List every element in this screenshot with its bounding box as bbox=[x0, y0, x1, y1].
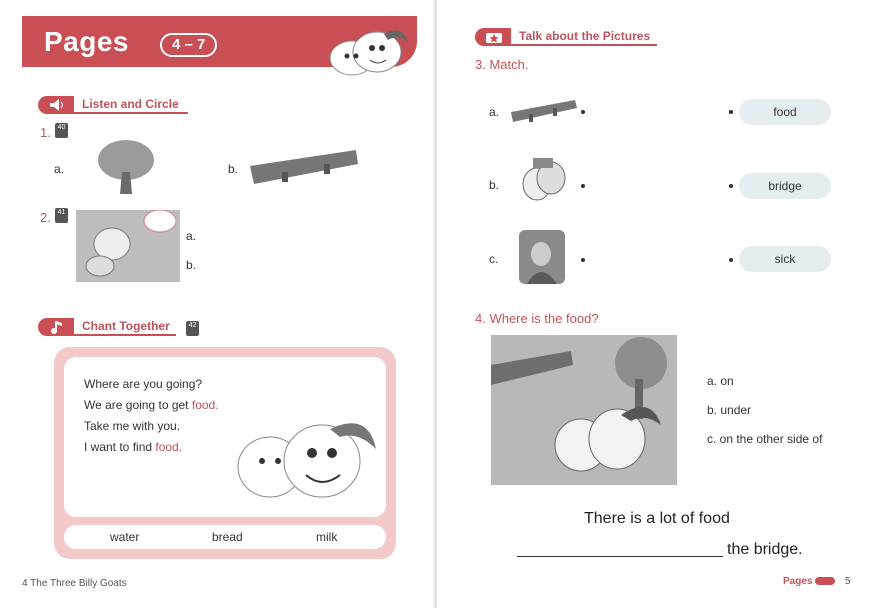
match-letter: a. bbox=[489, 105, 500, 119]
track-badge: 40 bbox=[55, 123, 68, 138]
camera-icon bbox=[485, 30, 503, 44]
word-bank-item: bread bbox=[212, 530, 243, 544]
option-a-label: a. bbox=[54, 162, 65, 176]
question-2-number: 2. bbox=[40, 210, 51, 225]
question-1-number: 1. bbox=[40, 125, 51, 140]
banner-title: Pages bbox=[44, 26, 129, 57]
option-a-label: a. bbox=[186, 229, 197, 243]
question-4-title: 4. Where is the food? bbox=[475, 311, 599, 326]
section-chant-together bbox=[38, 318, 188, 336]
question-3-title: 3. Match. bbox=[475, 57, 529, 72]
bridge-picture bbox=[248, 146, 360, 186]
chant-box bbox=[54, 347, 396, 559]
pages-banner bbox=[22, 16, 417, 67]
word-bank-item: water bbox=[110, 530, 140, 544]
right-page bbox=[437, 0, 870, 608]
music-note-icon bbox=[48, 320, 66, 334]
chant-line: I want to find food. bbox=[84, 440, 183, 454]
answer-option: c. on the other side of bbox=[707, 432, 823, 446]
bridge-scene-picture bbox=[491, 335, 677, 485]
match-word: sick bbox=[739, 246, 831, 272]
page-number: 5 bbox=[845, 576, 851, 587]
word-bank bbox=[64, 525, 386, 549]
option-b-label: b. bbox=[228, 162, 239, 176]
match-word: bridge bbox=[739, 173, 831, 199]
match-dot[interactable] bbox=[729, 258, 733, 262]
bridge-picture bbox=[509, 98, 579, 124]
goats-picture bbox=[517, 156, 569, 210]
section-title: Chant Together bbox=[82, 319, 170, 333]
section-title: Talk about the Pictures bbox=[519, 29, 651, 43]
sentence-line-1: There is a lot of food bbox=[584, 510, 730, 527]
match-dot[interactable] bbox=[581, 110, 585, 114]
sentence-line-2: the bridge. bbox=[727, 541, 803, 558]
answer-blank[interactable] bbox=[517, 556, 723, 557]
speaker-icon bbox=[48, 98, 66, 112]
sick-person-picture bbox=[519, 230, 565, 284]
chant-line: Take me with you. bbox=[84, 419, 181, 433]
match-dot[interactable] bbox=[729, 184, 733, 188]
match-dot[interactable] bbox=[729, 110, 733, 114]
track-badge: 42 bbox=[186, 321, 199, 336]
page-range-pill: 4 – 7 bbox=[160, 33, 217, 57]
match-word: food bbox=[739, 99, 831, 125]
section-title: Listen and Circle bbox=[82, 97, 179, 111]
goats-illustration bbox=[322, 22, 412, 77]
chant-line: Where are you going? bbox=[84, 377, 203, 391]
answer-option: a. on bbox=[707, 374, 734, 388]
chant-text-area bbox=[64, 357, 386, 517]
option-b-label: b. bbox=[186, 258, 197, 272]
track-badge: 41 bbox=[55, 208, 68, 223]
footer-pages-label: Pages bbox=[783, 576, 835, 587]
goats-scene-picture bbox=[76, 210, 180, 282]
match-letter: b. bbox=[489, 178, 500, 192]
section-listen-and-circle bbox=[38, 96, 188, 114]
match-dot[interactable] bbox=[581, 184, 585, 188]
goats-illustration bbox=[230, 405, 380, 509]
answer-option: b. under bbox=[707, 403, 752, 417]
page-footer: 4 The Three Billy Goats bbox=[22, 578, 127, 589]
chant-line: We are going to get food. bbox=[84, 398, 219, 412]
word-bank-item: milk bbox=[316, 530, 338, 544]
page-range-mark bbox=[815, 577, 835, 585]
section-talk-about-pictures bbox=[475, 28, 659, 46]
match-letter: c. bbox=[489, 252, 499, 266]
match-dot[interactable] bbox=[581, 258, 585, 262]
tree-picture bbox=[96, 138, 156, 196]
